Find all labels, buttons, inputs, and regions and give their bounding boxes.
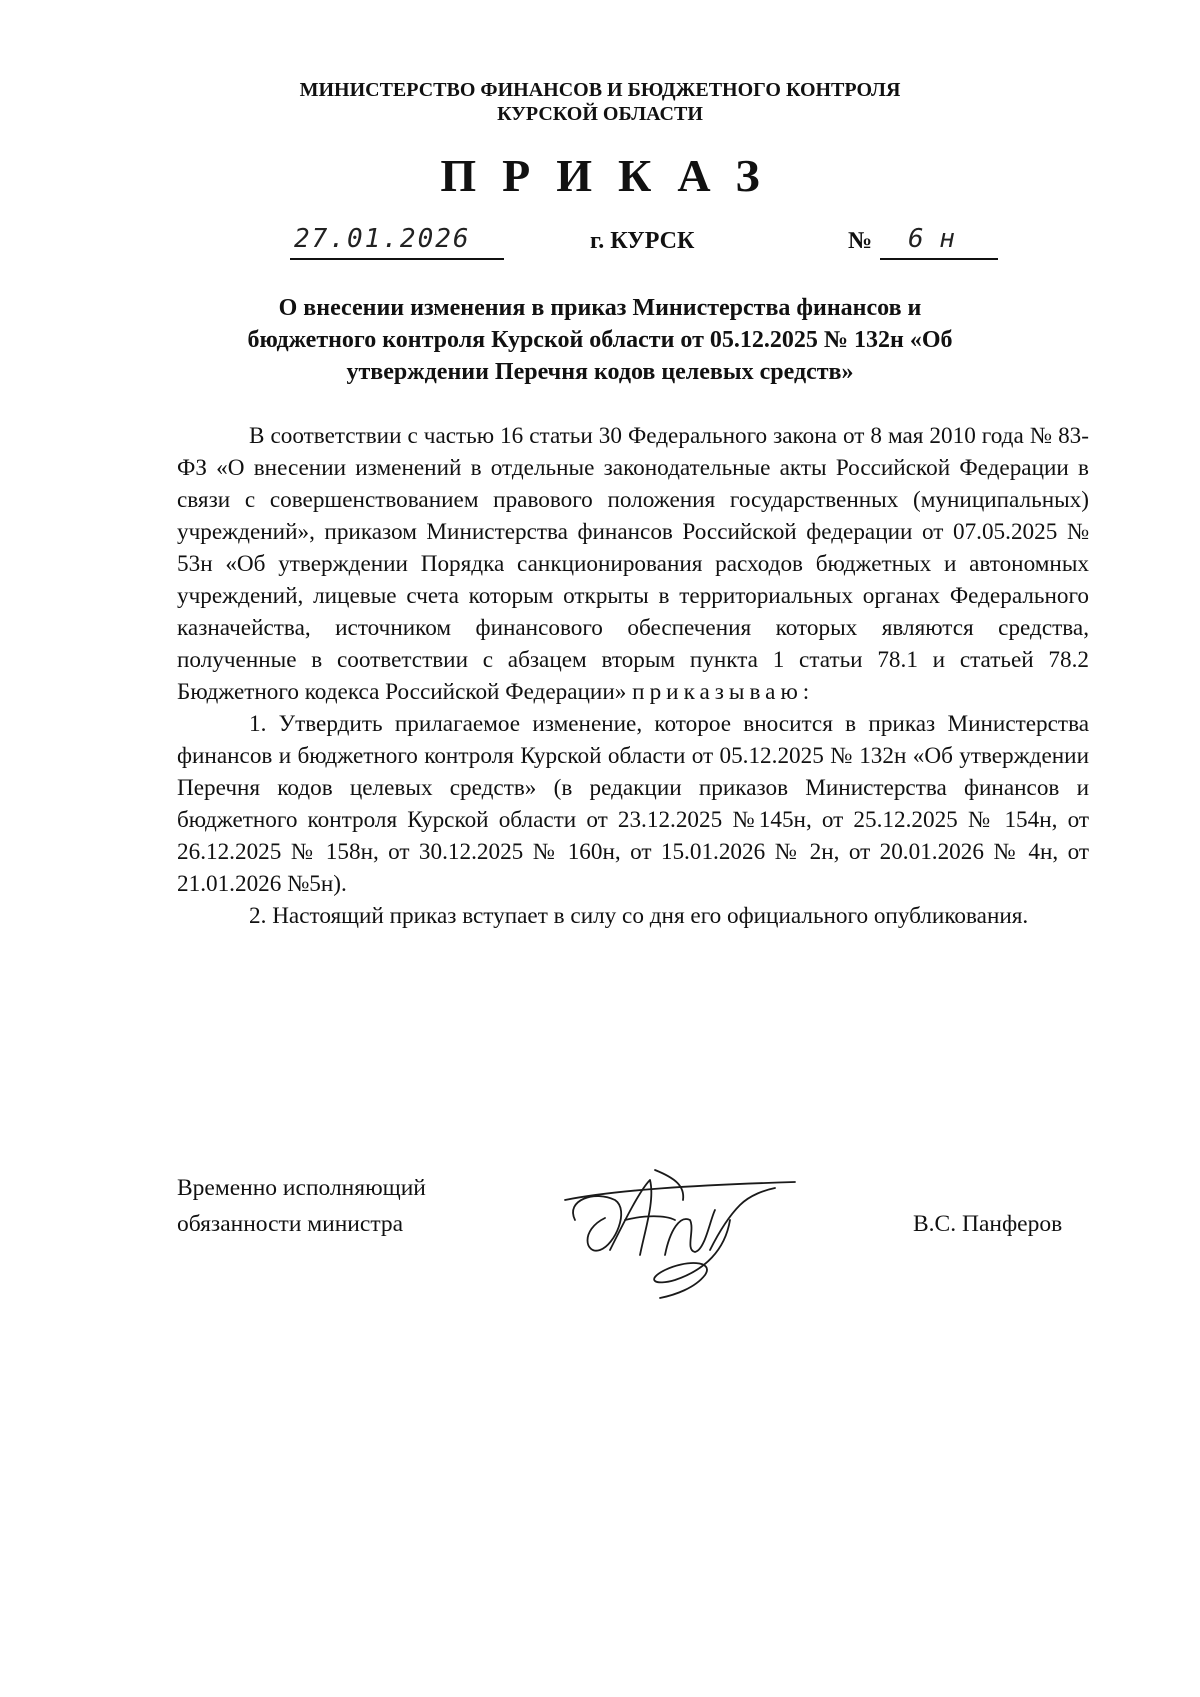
document-title bbox=[200, 292, 1000, 388]
number-sign: № bbox=[848, 228, 873, 254]
preamble-text: В соответствии с частью 16 статьи 30 Федерального закона от 8 мая 2010 года № 83-ФЗ «О внесении изменений в отдельные законодательные акты Российской Федерации в связи с совершенствованием правового положения государственных (муниципальных) учреждений», приказом Министерства финансов Российской федерации от 07.05.2025 № 53н «Об утверждении Порядка санкционирования расходов бюджетных и автономных учреждений, лицевые счета которым открыты в территориальных органах Федерального казначейства, источником финансового обеспечения которых являются средства, полученные в соответствии с абзацем вторым пункта 1 статьи 78.1 и статьей 78.2 Бюджетного кодекса Российской Федерации» bbox=[177, 423, 1089, 705]
issuing-organization bbox=[0, 78, 1200, 126]
title-line-2: бюджетного контроля Курской области от 05.12.2025 № 132н «Об bbox=[247, 327, 953, 353]
handwritten-number: 6 н bbox=[908, 224, 955, 254]
order-word: приказываю: bbox=[632, 679, 815, 705]
handwritten-signature-icon bbox=[555, 1160, 815, 1300]
item-1-paragraph: 1. Утвердить прилагаемое изменение, которое вносится в приказ Министерства финансов и бюджетного контроля Курской области от 05.12.2025 № 132н «Об утверждении Перечня кодов целевых средств» (в редакции приказов Министерства финансов и бюджетного контроля Курской области от 23.12.2025 №145н, от 25.12.2025 № 154н, от 26.12.2025 № 158н, от 30.12.2025 № 160н, от 15.01.2026 № 2н, от 20.01.2026 № 4н, от 21.01.2026 №5н). bbox=[177, 711, 1089, 897]
document-body bbox=[177, 420, 1089, 932]
signer-name: В.С. Панферов bbox=[913, 1211, 1063, 1237]
date-field bbox=[290, 224, 504, 260]
item-2-paragraph: 2. Настоящий приказ вступает в силу со дня его официального опубликования. bbox=[249, 903, 1029, 929]
position-line-1: Временно исполняющий bbox=[177, 1175, 426, 1201]
org-line-1: МИНИСТЕРСТВО ФИНАНСОВ И БЮДЖЕТНОГО КОНТРОЛЯ bbox=[299, 79, 901, 101]
title-line-1: О внесении изменения в приказ Министерства финансов и bbox=[278, 295, 922, 321]
title-line-3: утверждении Перечня кодов целевых средств» bbox=[346, 359, 854, 385]
number-field bbox=[880, 224, 998, 260]
signer-position bbox=[177, 1170, 426, 1242]
document-type-heading: ПРИКАЗ bbox=[440, 150, 786, 201]
handwritten-date: 27.01.2026 bbox=[294, 224, 471, 254]
position-line-2: обязанности министра bbox=[177, 1211, 404, 1237]
preamble-paragraph bbox=[177, 420, 1089, 708]
city-label: г. КУРСК bbox=[590, 228, 695, 254]
org-line-2: КУРСКОЙ ОБЛАСТИ bbox=[497, 103, 703, 125]
